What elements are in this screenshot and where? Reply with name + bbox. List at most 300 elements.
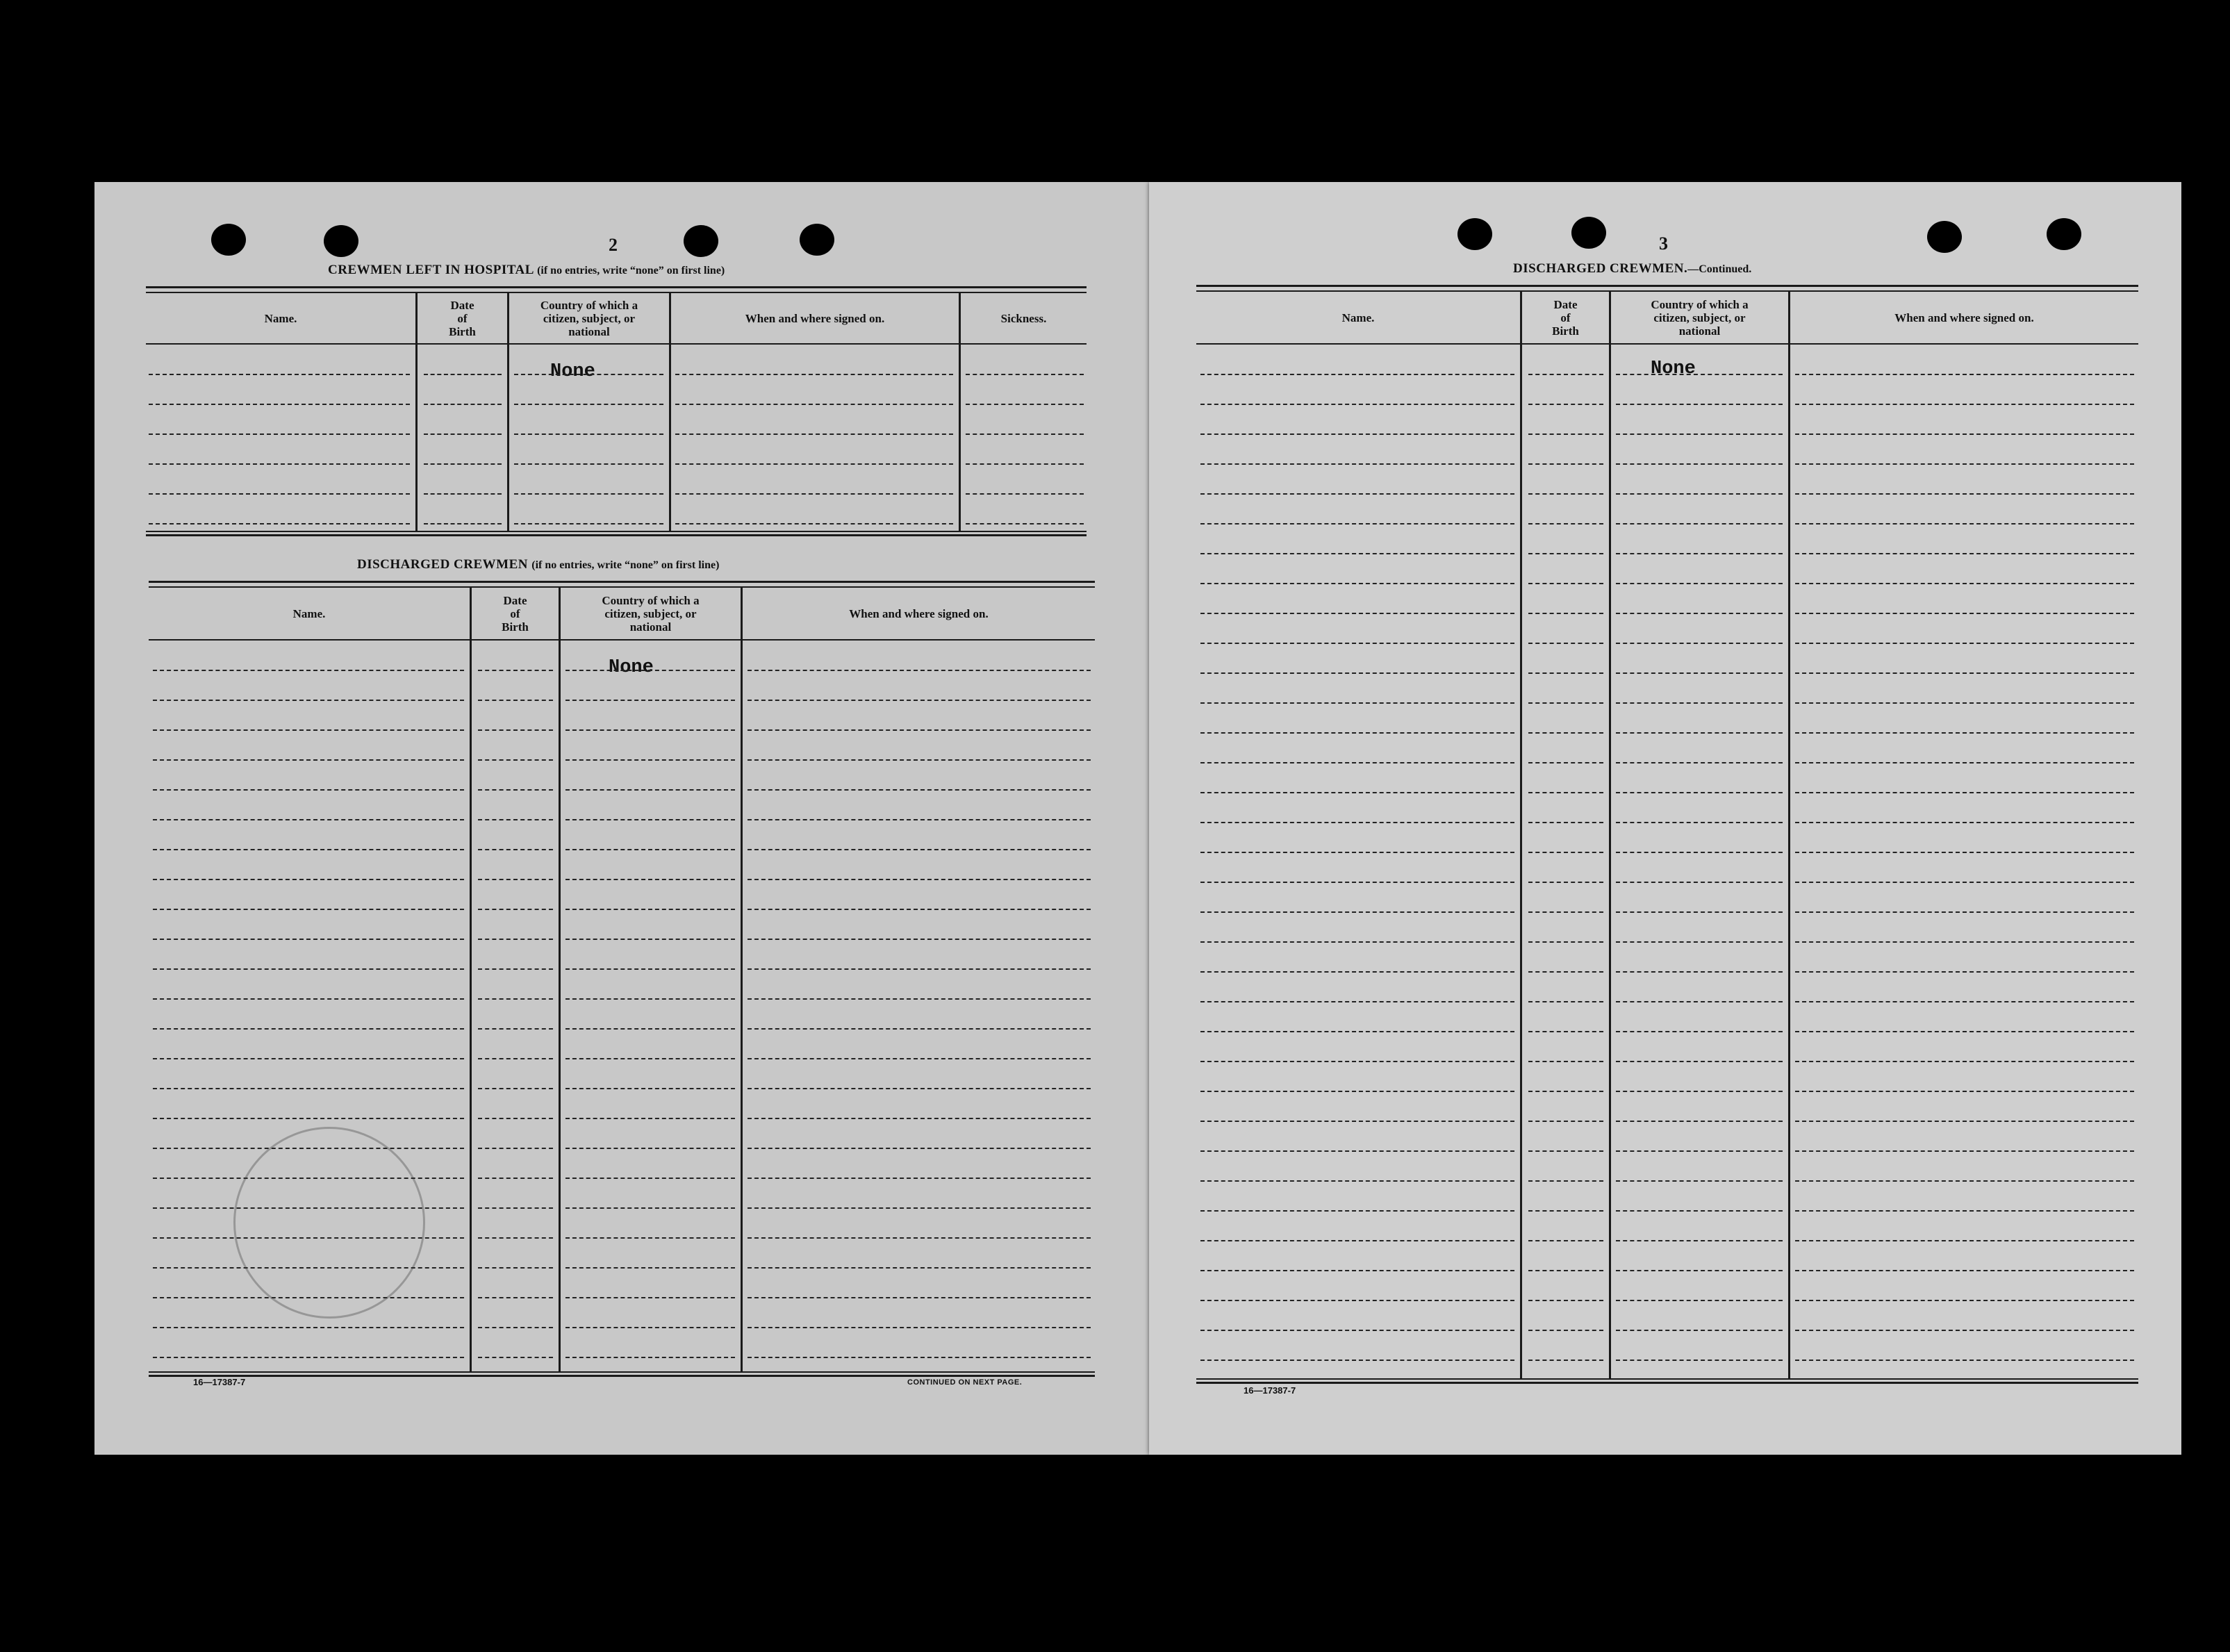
entry-line bbox=[1200, 1091, 1514, 1092]
entry-line bbox=[748, 1327, 1091, 1328]
discharged-continued-title-text: DISCHARGED CREWMEN. bbox=[1513, 261, 1688, 276]
continued-none-entry: None bbox=[1651, 358, 1696, 379]
hospital-section-title bbox=[328, 263, 725, 278]
entry-line bbox=[1795, 404, 2134, 405]
entry-line bbox=[149, 374, 410, 375]
column-header-date-of-birth: Date of Birth bbox=[502, 593, 529, 634]
entry-line bbox=[1795, 941, 2134, 943]
entry-line bbox=[1200, 1180, 1514, 1182]
entry-line bbox=[748, 700, 1091, 701]
page-number: 3 bbox=[1659, 233, 1668, 254]
entry-line bbox=[565, 1058, 735, 1059]
entry-line bbox=[153, 700, 464, 701]
entry-line bbox=[1200, 822, 1514, 823]
entry-line bbox=[748, 1058, 1091, 1059]
column-divider bbox=[1788, 290, 1790, 1380]
entry-line bbox=[1528, 1061, 1603, 1062]
entry-line bbox=[1616, 374, 1783, 375]
discharged-none-entry: None bbox=[609, 657, 654, 678]
form-number: 16—17387-7 bbox=[193, 1377, 246, 1387]
entry-line bbox=[153, 1028, 464, 1030]
entry-line bbox=[149, 404, 410, 405]
entry-line bbox=[514, 374, 663, 375]
entry-line bbox=[1795, 583, 2134, 584]
entry-line bbox=[1616, 1091, 1783, 1092]
entry-line bbox=[1795, 792, 2134, 793]
entry-line bbox=[1528, 762, 1603, 763]
entry-line bbox=[748, 1357, 1091, 1358]
entry-line bbox=[1200, 374, 1514, 375]
continued-suffix: —Continued. bbox=[1687, 263, 1752, 275]
entry-line bbox=[1200, 463, 1514, 465]
entry-line bbox=[1528, 792, 1603, 793]
entry-line bbox=[1200, 672, 1514, 674]
column-header-signed-on: When and where signed on. bbox=[849, 606, 989, 620]
entry-line bbox=[478, 789, 553, 791]
entry-line bbox=[1200, 1061, 1514, 1062]
entry-line bbox=[1616, 1270, 1783, 1271]
entry-line bbox=[675, 463, 953, 465]
entry-line bbox=[675, 523, 953, 524]
entry-line bbox=[149, 523, 410, 524]
entry-line bbox=[1616, 553, 1783, 554]
punch-hole bbox=[684, 225, 718, 257]
entry-line bbox=[1795, 1001, 2134, 1002]
entry-line bbox=[1200, 882, 1514, 883]
entry-line bbox=[565, 789, 735, 791]
entry-line bbox=[1528, 911, 1603, 913]
entry-line bbox=[565, 909, 735, 910]
entry-line bbox=[153, 670, 464, 671]
entry-line bbox=[1795, 1360, 2134, 1361]
entry-line bbox=[565, 1207, 735, 1209]
column-divider bbox=[1609, 290, 1611, 1380]
column-header-country: Country of which a citizen, subject, or national bbox=[540, 298, 638, 338]
entry-line bbox=[1795, 822, 2134, 823]
entry-line bbox=[478, 729, 553, 731]
entry-line bbox=[478, 819, 553, 820]
entry-line bbox=[1200, 762, 1514, 763]
entry-line bbox=[478, 1267, 553, 1269]
entry-line bbox=[748, 968, 1091, 970]
entry-line bbox=[748, 1267, 1091, 1269]
entry-line bbox=[1528, 1330, 1603, 1331]
entry-line bbox=[748, 879, 1091, 880]
column-header-name: Name. bbox=[292, 606, 326, 620]
discharged-instruction: (if no entries, write “none” on first line) bbox=[531, 559, 720, 571]
entry-line bbox=[748, 1178, 1091, 1179]
entry-line bbox=[424, 493, 502, 495]
entry-line bbox=[149, 463, 410, 465]
entry-line bbox=[565, 968, 735, 970]
entry-line bbox=[1795, 911, 2134, 913]
column-header-date-of-birth: Date of Birth bbox=[449, 298, 476, 338]
entry-line bbox=[153, 1357, 464, 1358]
entry-line bbox=[514, 523, 663, 524]
entry-line bbox=[748, 1207, 1091, 1209]
entry-line bbox=[1528, 643, 1603, 644]
entry-line bbox=[478, 1327, 553, 1328]
entry-line bbox=[1616, 702, 1783, 704]
entry-line bbox=[565, 1148, 735, 1149]
entry-line bbox=[966, 523, 1084, 524]
entry-line bbox=[1795, 553, 2134, 554]
punch-hole bbox=[800, 224, 834, 256]
entry-line bbox=[1616, 1360, 1783, 1361]
entry-line bbox=[675, 493, 953, 495]
entry-line bbox=[153, 729, 464, 731]
entry-line bbox=[153, 1088, 464, 1089]
punch-hole bbox=[324, 225, 358, 257]
entry-line bbox=[1528, 463, 1603, 465]
entry-line bbox=[1528, 1091, 1603, 1092]
entry-line bbox=[1528, 1360, 1603, 1361]
entry-line bbox=[1528, 672, 1603, 674]
entry-line bbox=[1200, 433, 1514, 435]
entry-line bbox=[478, 670, 553, 671]
entry-line bbox=[1616, 822, 1783, 823]
entry-line bbox=[1200, 643, 1514, 644]
entry-line bbox=[1528, 941, 1603, 943]
entry-line bbox=[1616, 792, 1783, 793]
entry-line bbox=[748, 1028, 1091, 1030]
discharged-title-text: DISCHARGED CREWMEN bbox=[357, 557, 528, 572]
entry-line bbox=[1200, 792, 1514, 793]
entry-line bbox=[478, 939, 553, 940]
entry-line bbox=[1795, 433, 2134, 435]
entry-line bbox=[1528, 1300, 1603, 1301]
entry-line bbox=[1795, 672, 2134, 674]
entry-line bbox=[1616, 1300, 1783, 1301]
entry-line bbox=[748, 1118, 1091, 1119]
entry-line bbox=[1795, 882, 2134, 883]
entry-line bbox=[1616, 1121, 1783, 1122]
entry-line bbox=[424, 404, 502, 405]
entry-line bbox=[1616, 882, 1783, 883]
entry-line bbox=[748, 849, 1091, 850]
page-number: 2 bbox=[609, 235, 618, 255]
entry-line bbox=[478, 1357, 553, 1358]
entry-line bbox=[1616, 732, 1783, 734]
entry-line bbox=[1200, 1150, 1514, 1152]
entry-line bbox=[1616, 1210, 1783, 1212]
entry-line bbox=[478, 759, 553, 761]
entry-line bbox=[1795, 1330, 2134, 1331]
entry-line bbox=[1528, 493, 1603, 495]
column-header-date-of-birth: Date of Birth bbox=[1552, 297, 1579, 338]
entry-line bbox=[478, 998, 553, 1000]
entry-line bbox=[1795, 1210, 2134, 1212]
entry-line bbox=[514, 433, 663, 435]
entry-line bbox=[1528, 732, 1603, 734]
entry-line bbox=[153, 1118, 464, 1119]
entry-line bbox=[153, 849, 464, 850]
entry-line bbox=[1795, 1300, 2134, 1301]
hospital-instruction: (if no entries, write “none” on first line) bbox=[537, 265, 725, 276]
entry-line bbox=[1795, 1031, 2134, 1032]
entry-line bbox=[748, 1088, 1091, 1089]
entry-line bbox=[1528, 852, 1603, 853]
punch-hole bbox=[1457, 218, 1492, 250]
entry-line bbox=[1616, 493, 1783, 495]
entry-line bbox=[1616, 941, 1783, 943]
entry-line bbox=[1200, 1210, 1514, 1212]
entry-line bbox=[1616, 583, 1783, 584]
column-divider bbox=[559, 586, 561, 1373]
entry-line bbox=[748, 1297, 1091, 1298]
entry-line bbox=[966, 463, 1084, 465]
entry-line bbox=[153, 789, 464, 791]
entry-line bbox=[1528, 702, 1603, 704]
hospital-title-text: CREWMEN LEFT IN HOSPITAL bbox=[328, 263, 534, 277]
entry-line bbox=[1616, 762, 1783, 763]
entry-line bbox=[153, 909, 464, 910]
entry-line bbox=[1795, 1150, 2134, 1152]
entry-line bbox=[565, 1297, 735, 1298]
right-page bbox=[1149, 182, 2181, 1455]
continued-note: CONTINUED ON NEXT PAGE. bbox=[907, 1378, 1023, 1387]
entry-line bbox=[1528, 1210, 1603, 1212]
entry-line bbox=[1795, 1180, 2134, 1182]
entry-line bbox=[1616, 1031, 1783, 1032]
entry-line bbox=[1200, 1360, 1514, 1361]
faded-stamp bbox=[233, 1127, 425, 1319]
entry-line bbox=[1795, 374, 2134, 375]
entry-line bbox=[748, 909, 1091, 910]
entry-line bbox=[1795, 762, 2134, 763]
column-header-name: Name. bbox=[264, 311, 297, 325]
entry-line bbox=[565, 849, 735, 850]
entry-line bbox=[1528, 523, 1603, 524]
discharged-continued-table bbox=[1196, 285, 2138, 1384]
entry-line bbox=[1200, 404, 1514, 405]
entry-line bbox=[748, 759, 1091, 761]
entry-line bbox=[1528, 882, 1603, 883]
entry-line bbox=[1200, 553, 1514, 554]
entry-line bbox=[1795, 1270, 2134, 1271]
entry-line bbox=[565, 729, 735, 731]
entry-line bbox=[1528, 1121, 1603, 1122]
entry-line bbox=[153, 1058, 464, 1059]
entry-line bbox=[424, 523, 502, 524]
entry-line bbox=[514, 404, 663, 405]
hospital-table bbox=[146, 286, 1087, 536]
entry-line bbox=[748, 1148, 1091, 1149]
entry-line bbox=[478, 968, 553, 970]
entry-line bbox=[478, 1148, 553, 1149]
entry-line bbox=[1616, 1001, 1783, 1002]
punch-hole bbox=[211, 224, 246, 256]
entry-line bbox=[675, 433, 953, 435]
entry-line bbox=[565, 1267, 735, 1269]
punch-hole bbox=[1571, 217, 1606, 249]
entry-line bbox=[966, 404, 1084, 405]
entry-line bbox=[1528, 1180, 1603, 1182]
entry-line bbox=[565, 939, 735, 940]
entry-line bbox=[478, 879, 553, 880]
entry-line bbox=[1616, 1150, 1783, 1152]
entry-line bbox=[1200, 941, 1514, 943]
entry-line bbox=[153, 998, 464, 1000]
entry-line bbox=[1795, 852, 2134, 853]
entry-line bbox=[966, 433, 1084, 435]
entry-line bbox=[565, 1327, 735, 1328]
entry-line bbox=[1616, 1330, 1783, 1331]
entry-line bbox=[1795, 732, 2134, 734]
entry-line bbox=[1200, 1300, 1514, 1301]
entry-line bbox=[1616, 911, 1783, 913]
entry-line bbox=[1528, 1150, 1603, 1152]
column-divider bbox=[741, 586, 743, 1373]
entry-line bbox=[149, 433, 410, 435]
entry-line bbox=[478, 849, 553, 850]
entry-line bbox=[1528, 1270, 1603, 1271]
entry-line bbox=[1528, 822, 1603, 823]
entry-line bbox=[1616, 523, 1783, 524]
entry-line bbox=[478, 1028, 553, 1030]
entry-line bbox=[565, 1237, 735, 1239]
entry-line bbox=[153, 759, 464, 761]
entry-line bbox=[1200, 1001, 1514, 1002]
entry-line bbox=[1200, 1240, 1514, 1241]
punch-hole bbox=[1927, 221, 1962, 253]
entry-line bbox=[1528, 553, 1603, 554]
entry-line bbox=[424, 463, 502, 465]
entry-line bbox=[1528, 971, 1603, 973]
entry-line bbox=[1528, 583, 1603, 584]
entry-line bbox=[1616, 1180, 1783, 1182]
entry-line bbox=[565, 879, 735, 880]
entry-line bbox=[153, 968, 464, 970]
entry-line bbox=[1200, 1330, 1514, 1331]
entry-line bbox=[1616, 404, 1783, 405]
entry-line bbox=[424, 433, 502, 435]
entry-line bbox=[565, 819, 735, 820]
entry-line bbox=[1616, 463, 1783, 465]
entry-line bbox=[1795, 613, 2134, 614]
entry-line bbox=[478, 1118, 553, 1119]
entry-line bbox=[966, 493, 1084, 495]
entry-line bbox=[565, 759, 735, 761]
entry-line bbox=[565, 670, 735, 671]
entry-line bbox=[565, 700, 735, 701]
entry-line bbox=[748, 1237, 1091, 1239]
entry-line bbox=[565, 998, 735, 1000]
entry-line bbox=[1200, 1270, 1514, 1271]
column-divider bbox=[470, 586, 472, 1373]
hospital-none-entry: None bbox=[550, 361, 595, 382]
entry-line bbox=[478, 1297, 553, 1298]
entry-line bbox=[565, 1357, 735, 1358]
entry-line bbox=[565, 1088, 735, 1089]
entry-line bbox=[1200, 1031, 1514, 1032]
entry-line bbox=[478, 700, 553, 701]
entry-line bbox=[1795, 463, 2134, 465]
entry-line bbox=[1616, 1240, 1783, 1241]
entry-line bbox=[675, 374, 953, 375]
entry-line bbox=[1200, 613, 1514, 614]
entry-line bbox=[478, 1237, 553, 1239]
entry-line bbox=[149, 493, 410, 495]
entry-line bbox=[1616, 613, 1783, 614]
entry-line bbox=[565, 1028, 735, 1030]
entry-line bbox=[1200, 702, 1514, 704]
column-divider bbox=[1520, 290, 1522, 1380]
entry-line bbox=[1616, 643, 1783, 644]
entry-line bbox=[1528, 1001, 1603, 1002]
entry-line bbox=[675, 404, 953, 405]
entry-line bbox=[153, 1327, 464, 1328]
column-header-name: Name. bbox=[1341, 311, 1375, 324]
entry-line bbox=[748, 789, 1091, 791]
entry-line bbox=[424, 374, 502, 375]
entry-line bbox=[1616, 672, 1783, 674]
column-header-country: Country of which a citizen, subject, or national bbox=[602, 593, 700, 634]
column-header-sickness: Sickness. bbox=[1000, 311, 1047, 325]
entry-line bbox=[1528, 1031, 1603, 1032]
entry-line bbox=[748, 819, 1091, 820]
column-header-signed-on: When and where signed on. bbox=[745, 311, 885, 325]
entry-line bbox=[514, 493, 663, 495]
entry-line bbox=[1616, 852, 1783, 853]
form-number: 16—17387-7 bbox=[1244, 1385, 1296, 1396]
entry-line bbox=[565, 1118, 735, 1119]
column-header-country: Country of which a citizen, subject, or national bbox=[1651, 297, 1749, 338]
entry-line bbox=[748, 998, 1091, 1000]
entry-line bbox=[1200, 1121, 1514, 1122]
entry-line bbox=[1528, 404, 1603, 405]
entry-line bbox=[514, 463, 663, 465]
entry-line bbox=[1795, 971, 2134, 973]
entry-line bbox=[1616, 1061, 1783, 1062]
discharged-section-title bbox=[357, 557, 719, 572]
entry-line bbox=[153, 879, 464, 880]
entry-line bbox=[478, 1088, 553, 1089]
entry-line bbox=[1795, 1240, 2134, 1241]
entry-line bbox=[1795, 1061, 2134, 1062]
entry-line bbox=[1528, 374, 1603, 375]
entry-line bbox=[478, 1207, 553, 1209]
entry-line bbox=[1616, 971, 1783, 973]
entry-line bbox=[1795, 1121, 2134, 1122]
entry-line bbox=[153, 819, 464, 820]
entry-line bbox=[478, 909, 553, 910]
entry-line bbox=[478, 1058, 553, 1059]
punch-hole bbox=[2047, 218, 2081, 250]
entry-line bbox=[478, 1178, 553, 1179]
entry-line bbox=[1528, 1240, 1603, 1241]
entry-line bbox=[1616, 433, 1783, 435]
entry-line bbox=[1795, 523, 2134, 524]
entry-line bbox=[748, 729, 1091, 731]
entry-line bbox=[153, 939, 464, 940]
entry-line bbox=[1200, 732, 1514, 734]
entry-line bbox=[1795, 643, 2134, 644]
entry-line bbox=[1528, 433, 1603, 435]
entry-line bbox=[1200, 971, 1514, 973]
entry-line bbox=[748, 670, 1091, 671]
left-page bbox=[94, 182, 1149, 1455]
entry-line bbox=[1200, 493, 1514, 495]
entry-line bbox=[1795, 1091, 2134, 1092]
entry-line bbox=[966, 374, 1084, 375]
entry-line bbox=[748, 939, 1091, 940]
column-header-signed-on: When and where signed on. bbox=[1894, 311, 2034, 324]
entry-line bbox=[1528, 613, 1603, 614]
discharged-continued-title bbox=[1513, 261, 1751, 276]
entry-line bbox=[1795, 493, 2134, 495]
entry-line bbox=[1795, 702, 2134, 704]
